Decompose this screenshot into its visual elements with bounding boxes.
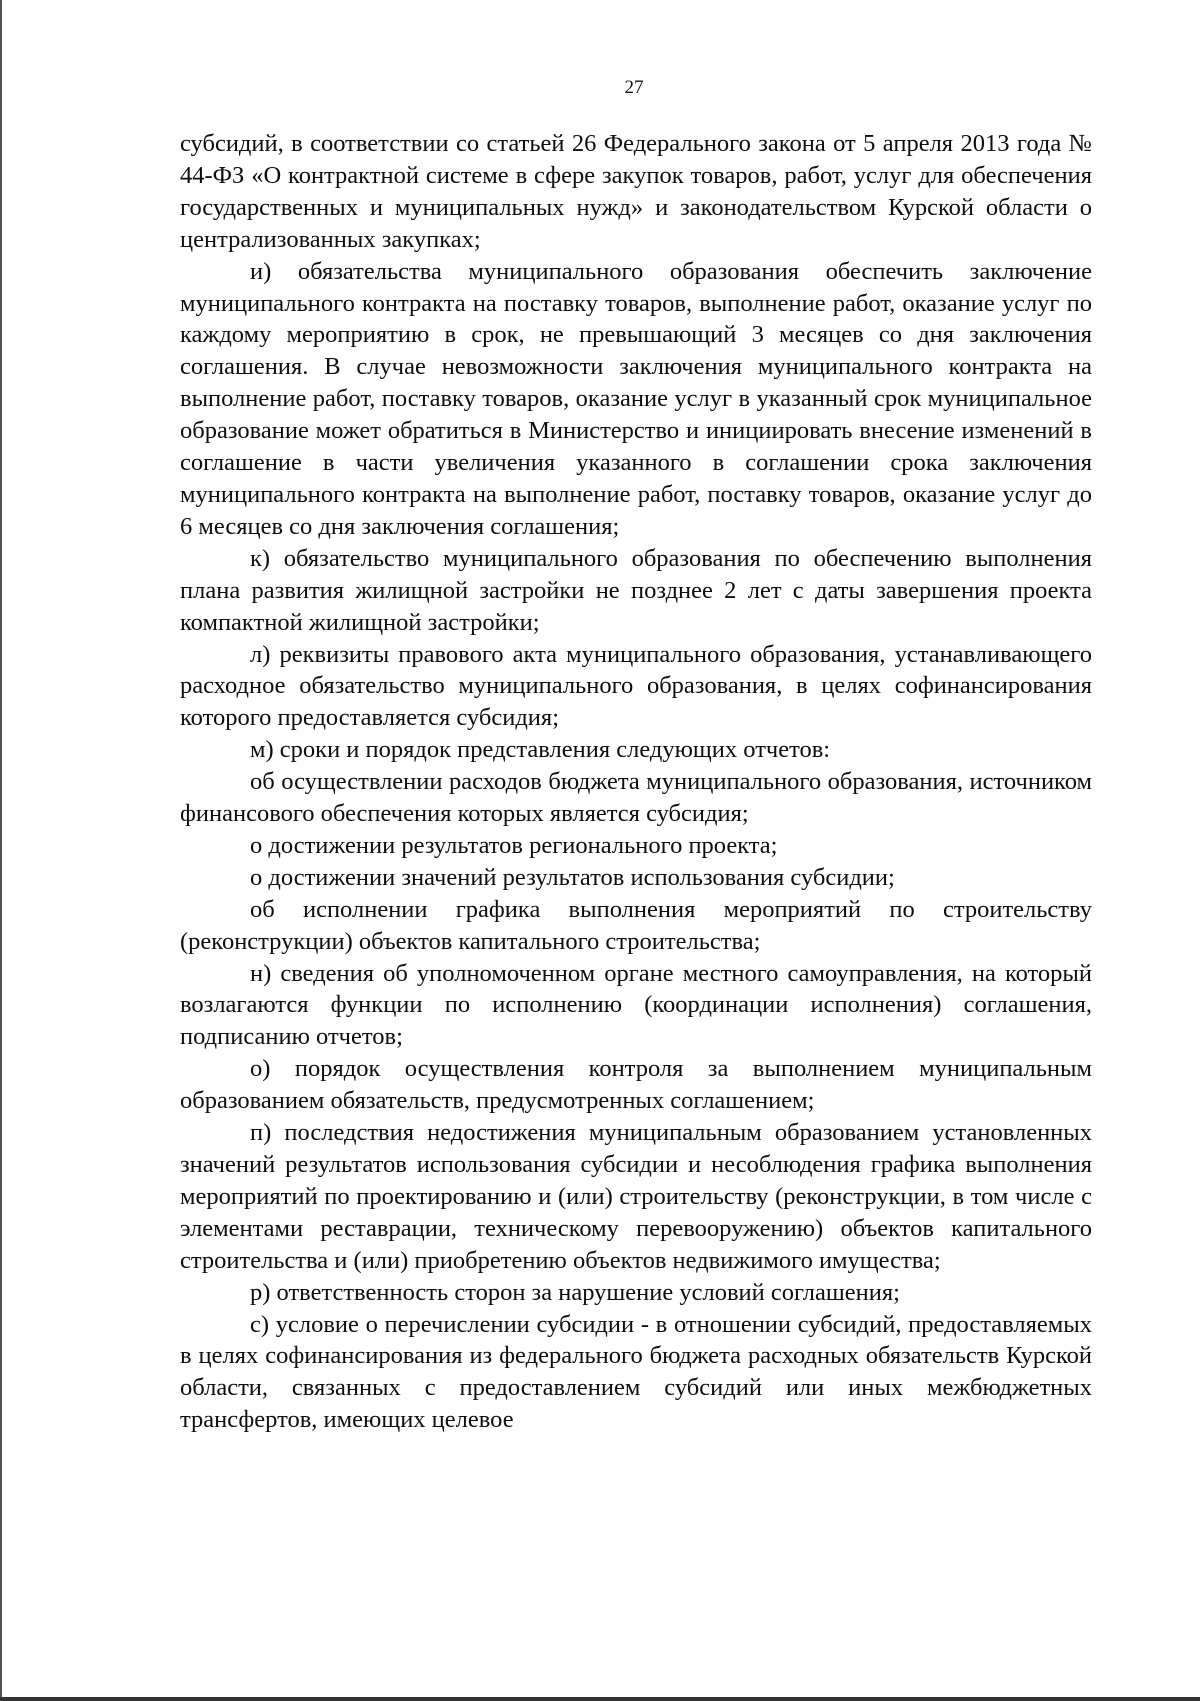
paragraph-report-schedule: об исполнении графика выполнения мероприятий по строительству (реконструкции) объектов капитального строительства; [180, 895, 1092, 955]
paragraph-report-expenses: об осуществлении расходов бюджета муниципального образования, источником финансового обеспечения которых является субсидия; [180, 768, 1092, 828]
paragraph-report-subsidy-results: о достижении значений результатов использования субсидии; [250, 863, 895, 891]
paragraph-continuation: субсидий, в соответствии со статьей 26 Федерального закона от 5 апреля 2013 года № 44-ФЗ «О контрактной системе в сфере закупок товаров, работ, услуг для обеспечения государственных и муниципальных нужд» и законодательством Курской области о централизованных закупках; [180, 130, 1092, 253]
page-number: 27 [624, 77, 644, 98]
paragraph-item-l: л) реквизиты правового акта муниципального образования, устанавливающего расходное обязательство муниципального образования, в целях софинансирования которого предоставляется субсидия; [180, 640, 1092, 732]
paragraph-item-r: р) ответственность сторон за нарушение условий соглашения; [250, 1278, 900, 1306]
paragraph-item-n: н) сведения об уполномоченном органе местного самоуправления, на который возлагаются функции по исполнению (координации исполнения) соглашения, подписанию отчетов; [180, 959, 1092, 1051]
paragraph-report-project-results: о достижении результатов регионального проекта; [250, 831, 778, 859]
paragraph-item-s: с) условие о перечислении субсидии - в отношении субсидий, предоставляемых в целях софинансирования из федерального бюджета расходных обязательств Курской области, связанных с предоставлением субсидий или иных межбюджетных трансфертов, имеющих целевое [180, 1310, 1092, 1434]
scan-border-left [0, 0, 2, 1701]
document-body [180, 128, 1092, 1436]
paragraph-item-m: м) сроки и порядок представления следующих отчетов: [250, 736, 831, 764]
scan-border-bottom [0, 1697, 1200, 1701]
paragraph-item-p: п) последствия недостижения муниципальным образованием установленных значений результатов использования субсидии и несоблюдения графика выполнения мероприятий по проектированию и (или) строительству (реконструкции, в том числе с элементами реставрации, техническому перевооружению) объектов капитального строительства и (или) приобретению объектов недвижимого имущества; [180, 1119, 1092, 1274]
paragraph-item-i: и) обязательства муниципального образования обеспечить заключение муниципального контракта на поставку товаров, выполнение работ, оказание услуг по каждому мероприятию в срок, не превышающий 3 месяцев со дня заключения соглашения. В случае невозможности заключения муниципального контракта на выполнение работ, поставку товаров, оказание услуг в указанный срок муниципальное образование может обратиться в Министерство и инициировать внесение изменений в соглашение в части увеличения указанного в соглашении срока заключения муниципального контракта на выполнение работ, поставку товаров, оказание услуг до 6 месяцев со дня заключения соглашения; [180, 257, 1092, 540]
paragraph-item-k: к) обязательство муниципального образования по обеспечению выполнения плана развития жилищной застройки не позднее 2 лет с даты завершения проекта компактной жилищной застройки; [180, 544, 1092, 636]
paragraph-item-o: о) порядок осуществления контроля за выполнением муниципальным образованием обязательств, предусмотренных соглашением; [180, 1055, 1092, 1115]
